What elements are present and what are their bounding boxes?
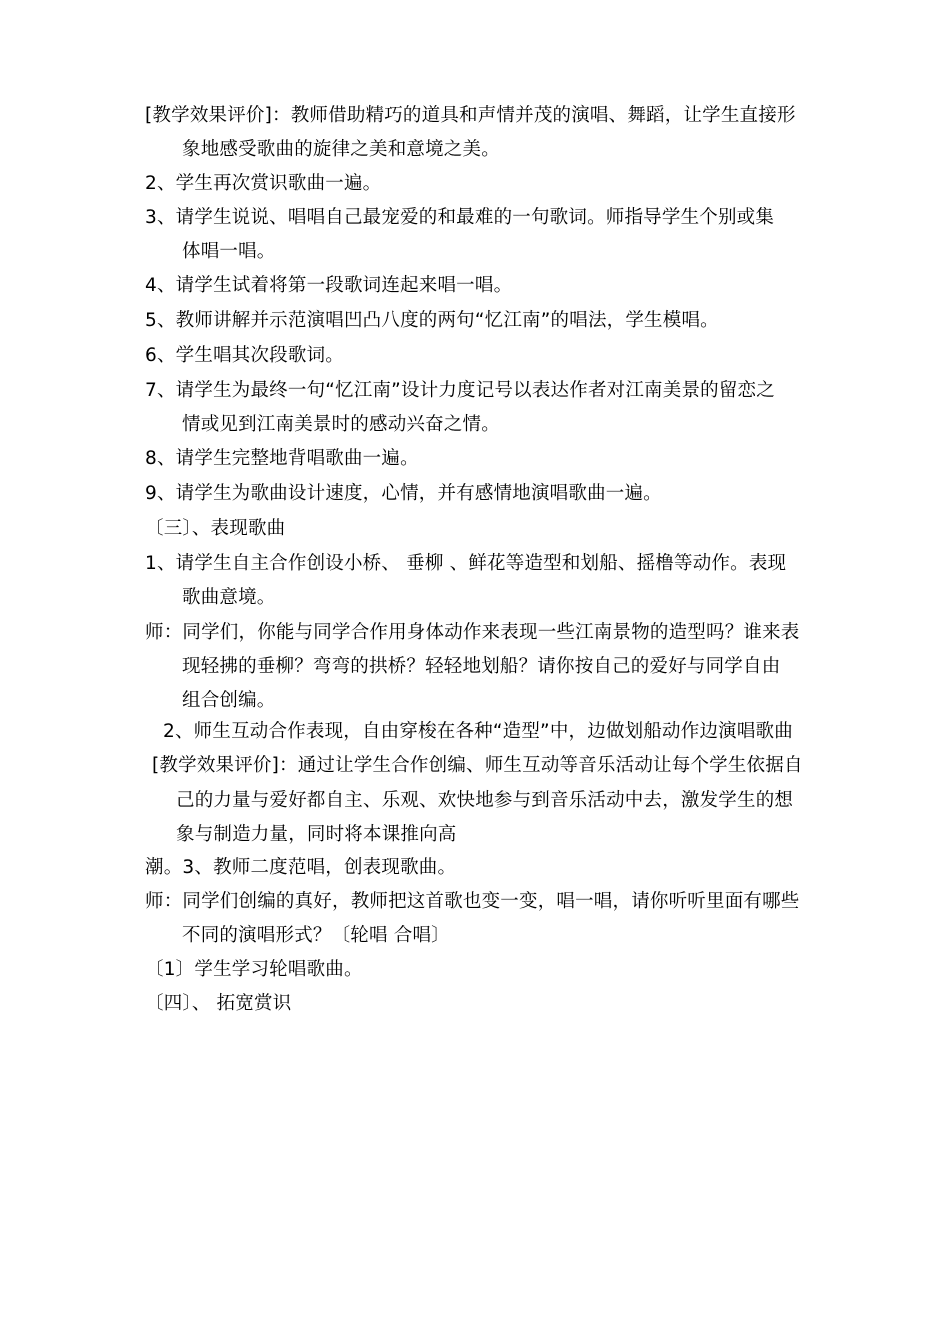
text-line-19: 2、师生互动合作表现，自由穿梭在各种“造型”中，边做划船动作边演唱歌曲 (163, 721, 793, 742)
text-line-15: 歌曲意境。 (182, 587, 276, 608)
text-line-3: 2、学生再次赏识歌曲一遍。 (145, 173, 382, 194)
text-line-26: 〔1〕学生学习轮唱歌曲。 (145, 959, 363, 980)
text-line-23: 潮。3、教师二度范唱，创表现歌曲。 (145, 857, 457, 878)
section-heading-three: 〔三〕、表现歌曲 (145, 518, 286, 539)
text-line-17: 现轻拂的垂柳？弯弯的拱桥？轻轻地划船？请你按自己的爱好与同学自由 (182, 656, 781, 677)
text-line-21: 己的力量与爱好都自主、乐观、欢快地参与到音乐活动中去，激发学生的想 (176, 790, 794, 811)
section-heading-four: 〔四〕、 拓宽赏识 (145, 993, 292, 1014)
text-line-7: 5、教师讲解并示范演唱凹凸八度的两句“忆江南”的唱法，学生模唱。 (145, 310, 719, 331)
text-line-9: 7、请学生为最终一句“忆江南”设计力度记号以表达作者对江南美景的留恋之 (145, 380, 775, 401)
text-line-2: 象地感受歌曲的旋律之美和意境之美。 (182, 139, 500, 160)
text-line-10: 情或见到江南美景时的感动兴奋之情。 (182, 414, 500, 435)
text-line-24: 师：同学们创编的真好，教师把这首歌也变一变，唱一唱，请你听听里面有哪些 (145, 891, 800, 912)
text-line-14: 1、请学生自主合作创设小桥、 垂柳 、鲜花等造型和划船、摇橹等动作。表现 (145, 553, 787, 574)
text-line-4: 3、请学生说说、唱唱自己最宠爱的和最难的一句歌词。师指导学生个别或集 (145, 207, 775, 228)
text-line-20: [教学效果评价]：通过让学生合作创编、师生互动等音乐活动让每个学生依据自 (152, 755, 803, 776)
text-line-8: 6、学生唱其次段歌词。 (145, 345, 344, 366)
text-line-22: 象与制造力量，同时将本课推向高 (176, 824, 457, 845)
text-line-6: 4、请学生试着将第一段歌词连起来唱一唱。 (145, 275, 513, 296)
text-line-11: 8、请学生完整地背唱歌曲一遍。 (145, 448, 419, 469)
text-line-16: 师：同学们，你能与同学合作用身体动作来表现一些江南景物的造型吗？谁来表 (145, 622, 800, 643)
text-line-18: 组合创编。 (182, 690, 276, 711)
text-line-12: 9、请学生为歌曲设计速度，心情，并有感情地演唱歌曲一遍。 (145, 483, 662, 504)
text-line-1: [教学效果评价]：教师借助精巧的道具和声情并茂的演唱、舞蹈，让学生直接形 (145, 105, 796, 126)
text-line-25: 不同的演唱形式？〔轮唱 合唱〕 (182, 925, 450, 946)
text-line-5: 体唱一唱。 (182, 241, 276, 262)
